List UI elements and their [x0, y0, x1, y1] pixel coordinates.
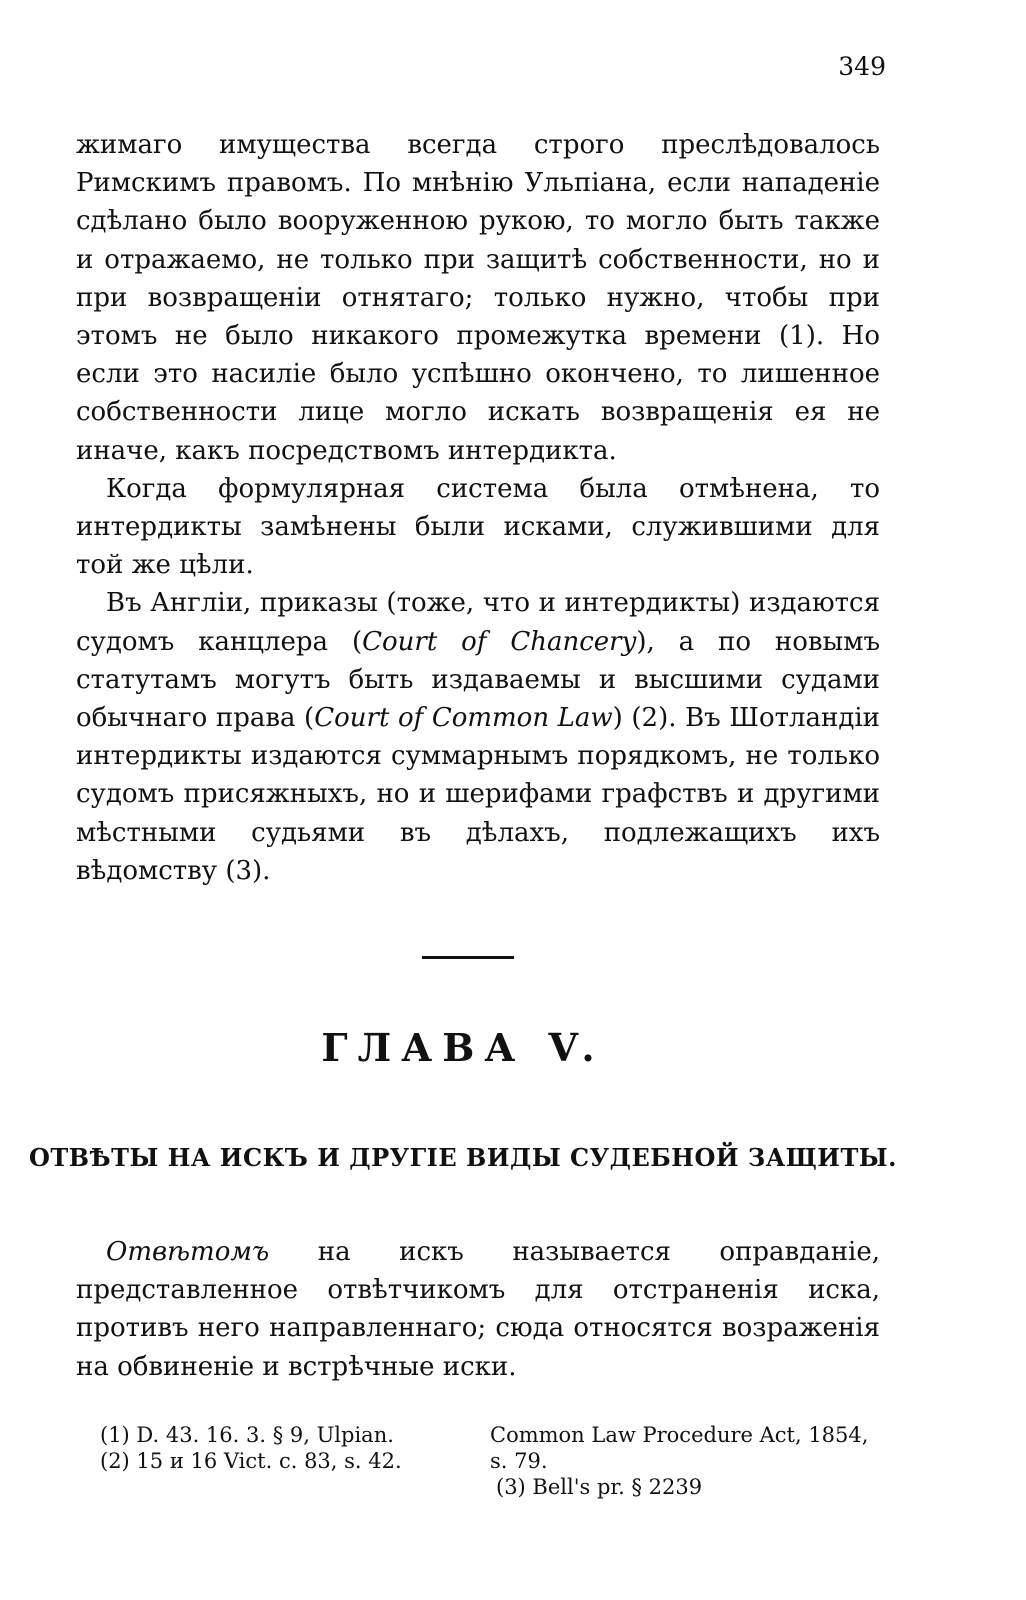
- footnote-2-continuation: Common Law Procedure Act, 1854,: [490, 1423, 869, 1447]
- paragraph-definition: [76, 1233, 880, 1386]
- section-divider: [422, 956, 514, 959]
- paragraph-continuation: жимаго имущества всегда строго преслѣдовалось Римскимъ правомъ. По мнѣнію Ульпіана, если нападеніе сдѣлано было вооруженною рукою, то могло быть также и отражаемо, не только при защитѣ собственности, но и при возвращеніи отнятаго; только нужно, чтобы при этомъ не было никакого промежутка времени (1). Но если это насиліе было успѣшно окончено, то лишенное собственности лице могло искать возвращенія ея не иначе, какъ посредствомъ интердикта.: [76, 130, 880, 466]
- footnote-2-end: s. 79.: [490, 1449, 548, 1473]
- footnotes: [100, 1422, 880, 1500]
- paragraph-text-part: ) (2). Въ Шотландіи интердикты издаются суммарнымъ порядкомъ, не только судомъ присяжныхъ, но и шерифами графствъ и другими мѣстными судьями въ дѣлахъ, подлежащихъ ихъ вѣдомству (3).: [76, 703, 880, 886]
- intro-text: [76, 126, 880, 890]
- footnote-1: (1) D. 43. 16. 3. § 9, Ulpian.: [100, 1423, 394, 1447]
- footnote-2: (2) 15 и 16 Vict. c. 83, s. 42.: [100, 1449, 402, 1473]
- paragraph-text-part: ), а по новымъ статутамъ могутъ быть издаваемы и высшими судами обычнаго права (: [76, 626, 880, 734]
- defined-term: Отвѣтомъ: [106, 1237, 270, 1267]
- footnote-3: (3) Bell's pr. § 2239: [496, 1475, 703, 1499]
- paragraph-text-part: Въ Англіи, приказы (тоже, что и интердикты) издаются судомъ канцлера (: [76, 588, 880, 657]
- court-of-common-law: Court of Common Law: [314, 703, 613, 734]
- footnote-row: [100, 1422, 880, 1448]
- page-number: 349: [838, 52, 886, 81]
- definition-text: на искъ называется оправданіе, представленное отвѣтчикомъ для отстраненія иска, противъ него направленнаго; сюда относятся возраженія на обвиненіе и встрѣчные иски.: [76, 1237, 880, 1382]
- chapter-title: ГЛАВА V.: [321, 1025, 605, 1070]
- chapter-subtitle: ОТВѢТЫ НА ИСКЪ И ДРУГІЕ ВИДЫ СУДЕБНОЙ ЗАЩИТЫ.: [28, 1143, 898, 1172]
- chapter-body: [76, 1233, 880, 1386]
- paragraph-england-scotland: [76, 584, 880, 890]
- paragraph-formulary-system: Когда формулярная система была отмѣнена, то интердикты замѣнены были исками, служившими для той же цѣли.: [76, 473, 880, 581]
- court-of-chancery: Court of Chancery: [362, 626, 637, 657]
- footnote-row: [100, 1448, 880, 1474]
